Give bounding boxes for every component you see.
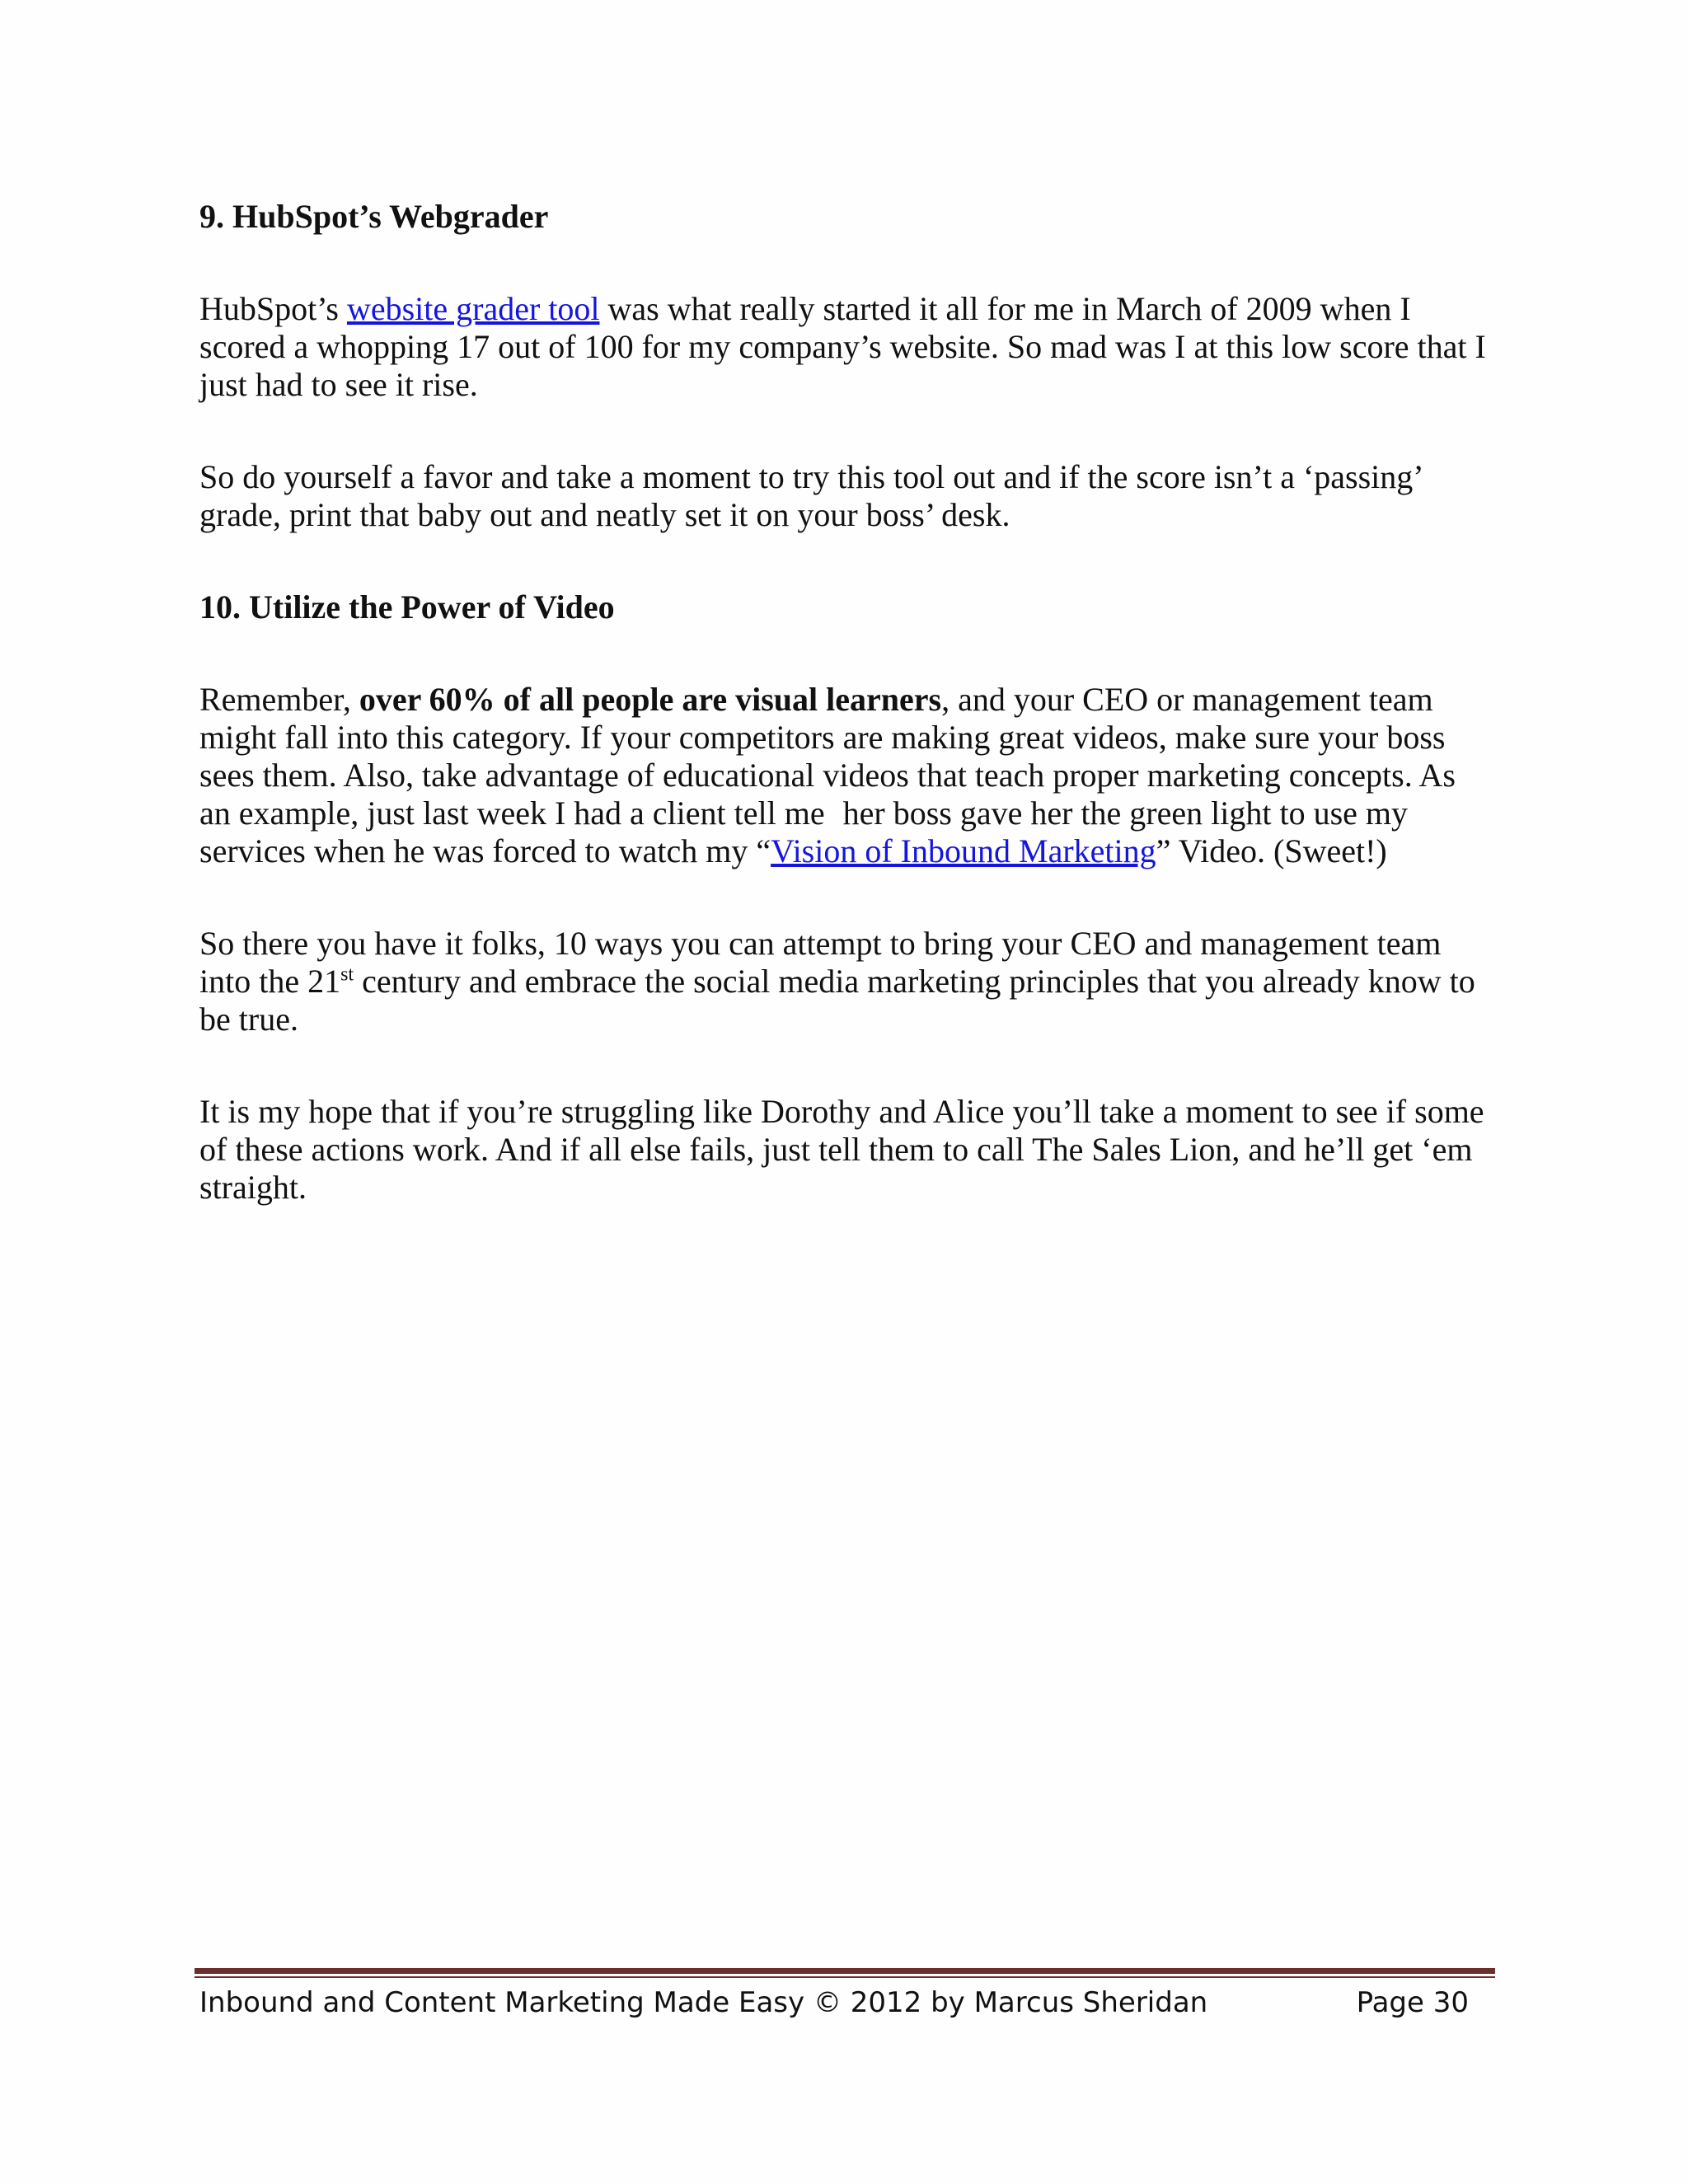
superscript: st bbox=[340, 963, 354, 986]
footer-title: Inbound and Content Marketing Made Easy © 2012 by Marcus Sheridan bbox=[199, 1986, 1208, 2019]
text-span: ” Video. (Sweet!) bbox=[1156, 832, 1387, 869]
page-number: Page 30 bbox=[1356, 1986, 1469, 2019]
footer-rule-thick bbox=[195, 1968, 1495, 1974]
section-9-heading: 9. HubSpot’s Webgrader bbox=[199, 198, 549, 235]
section-10-paragraph-1 bbox=[199, 681, 1493, 870]
section-9-paragraph-2: So do yourself a favor and take a moment to try this tool out and if the score isn’t a ‘passing’ grade, print that baby out and neatly set it on your boss’ desk. bbox=[199, 458, 1422, 533]
closing-paragraph-1 bbox=[199, 925, 1493, 1038]
page-content bbox=[199, 198, 1493, 1261]
vision-of-inbound-marketing-link[interactable]: Vision of Inbound Marketing bbox=[771, 832, 1156, 869]
section-10-heading: 10. Utilize the Power of Video bbox=[199, 588, 615, 626]
text-span: her boss gave her the green light to use my services when he was forced to watch my “ bbox=[199, 794, 1408, 869]
text-span: So there you have it folks, 10 ways you can attempt to bring your CEO and management team into the 21 bbox=[199, 925, 1442, 1000]
text-span: was what really started it all for me in March of 2009 when I scored a whopping 17 out of 100 for my company’s website. So mad was I at this low score that I just had to see it rise. bbox=[199, 290, 1486, 403]
text-span: century and embrace the social media marketing principles that you already know to be true. bbox=[199, 963, 1475, 1038]
website-grader-tool-link[interactable]: website grader tool bbox=[346, 290, 600, 327]
bold-text: over 60% of all people are visual learners bbox=[359, 681, 942, 718]
text-span: HubSpot’s bbox=[199, 290, 347, 327]
text-span: Remember, bbox=[199, 681, 359, 718]
section-9-paragraph-1 bbox=[199, 290, 1493, 404]
closing-paragraph-2: It is my hope that if you’re struggling like Dorothy and Alice you’ll take a moment to see if some of these actions work. And if all else fails, just tell them to call The Sales Lion, and he’ll get ‘em straight. bbox=[199, 1093, 1484, 1206]
text-span: , and your CEO or management team might fall into this category. If your competitors are making great videos, make sure your boss sees them. Also, take advantage of educational videos that teach proper marketing concepts. As an example, just last week I had a client tell me bbox=[199, 681, 1456, 832]
page-footer bbox=[199, 1978, 1469, 2027]
